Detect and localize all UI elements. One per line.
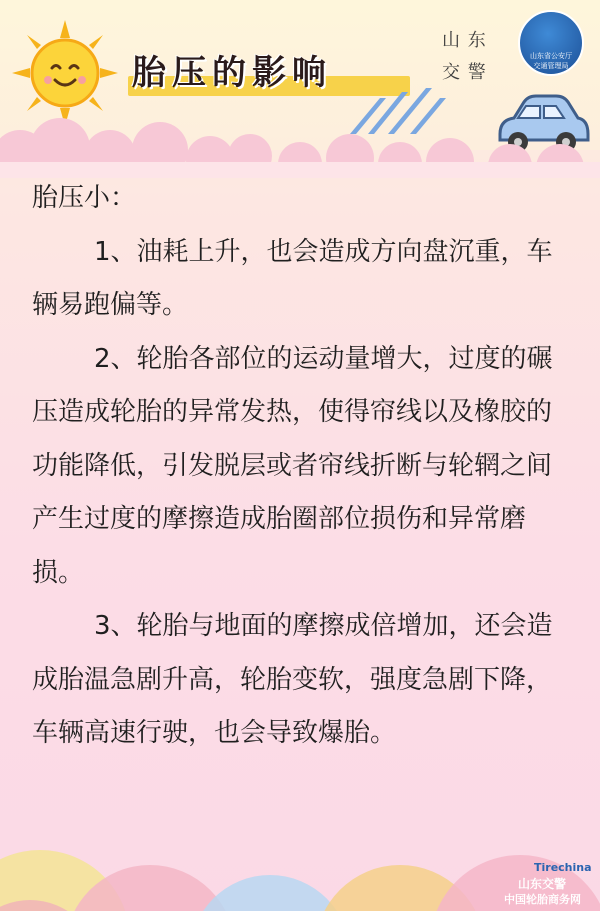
watermark-subtitle: 中国轮胎商务网: [504, 893, 581, 906]
tirechina-watermark: [504, 861, 594, 905]
watermark-extra: 山东交警: [518, 877, 567, 891]
watermark-brand: Tirechina: [534, 861, 592, 874]
pink-clouds-decoration: [0, 118, 600, 178]
section-heading: 胎压小：: [32, 183, 137, 213]
brand-line-1: 山 东: [442, 30, 487, 51]
brand-block: [434, 10, 584, 90]
title-block: [128, 48, 332, 98]
paragraph-3: 3、轮胎与地面的摩擦成倍增加，还会造成胎温急剧升高，轮胎变软，强度急剧下降，车辆高速行驶，也会导致爆胎。: [32, 611, 553, 748]
brand-line-2: 交 警: [442, 62, 487, 83]
main-content: [32, 172, 572, 761]
police-badge-logo: [518, 10, 584, 76]
badge-line-2: 交通管理局: [533, 62, 569, 70]
paragraph-1: 1、油耗上升，也会造成方向盘沉重，车辆易跑偏等。: [32, 236, 553, 320]
page-title: 胎压的影响: [132, 53, 332, 93]
badge-line-1: 山东省公安厅: [530, 52, 572, 60]
paragraph-2: 2、轮胎各部位的运动量增大，过度的碾压造成轮胎的异常发热，使得帘线以及橡胶的功能降低，引发脱层或者帘线折断与轮辋之间产生过度的摩擦造成胎圈部位损伤和异常磨损。: [32, 343, 553, 588]
smiling-sun-icon: [10, 18, 120, 128]
